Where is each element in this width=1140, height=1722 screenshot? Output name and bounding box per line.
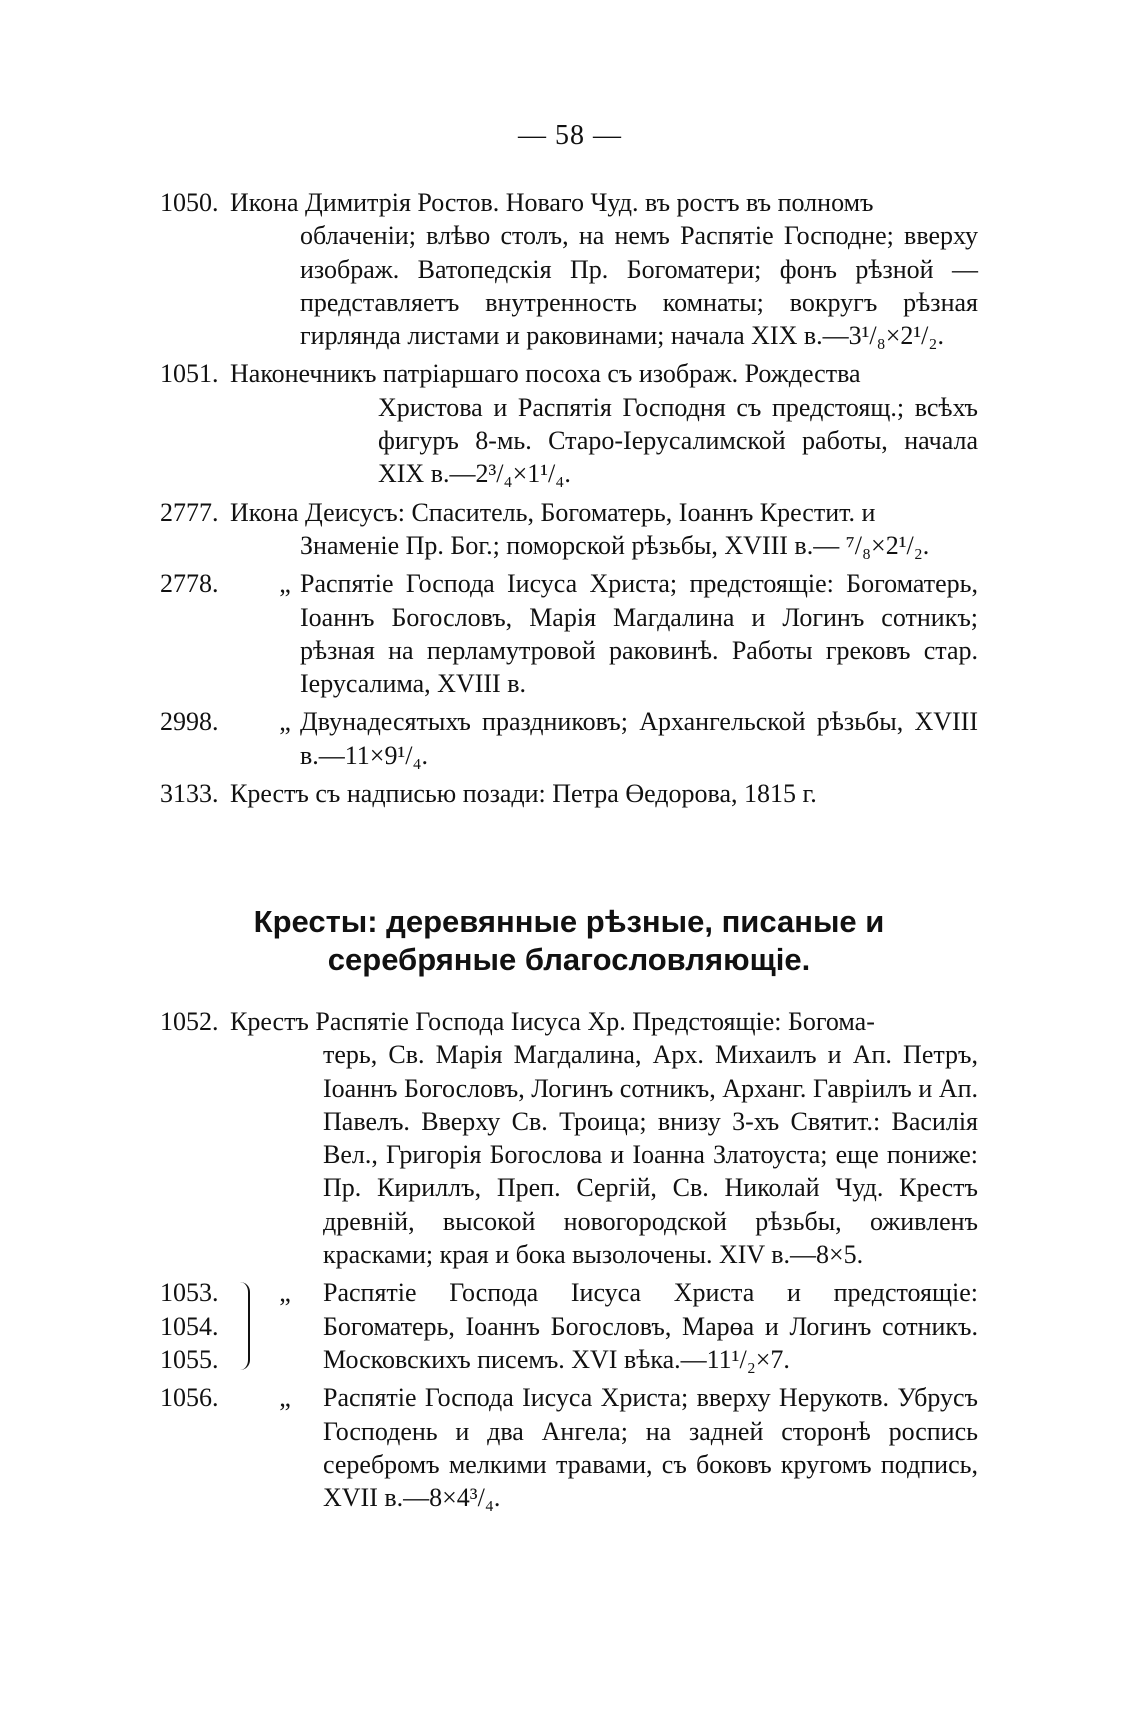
ditto-mark: „: [279, 707, 291, 737]
ditto-mark: „: [279, 569, 291, 599]
entry-text: Двунадесятыхъ праздниковъ; Архангельской рѣзьбы, XVIII в.—11×9¹/₄.: [300, 707, 978, 770]
catalog-section-icons: [160, 186, 978, 810]
ditto-mark: „: [279, 1383, 291, 1413]
catalog-entry: [160, 186, 978, 352]
entry-number: 2778.: [160, 569, 219, 599]
entry-number: 2998.: [160, 707, 219, 737]
entry-number: 1050.: [160, 188, 219, 217]
entry-first-line: Крестъ Распятіе Господа Іисуса Хр. Предстоящіе: Богома-: [230, 1007, 875, 1036]
entry-text: Христова и Распятія Господня съ предстоящ.; всѣхъ фигуръ 8-мь. Старо-Іерусалимской работы, начала XIX в.—2³/₄×1¹/₄.: [378, 392, 978, 489]
catalog-entry: [160, 705, 978, 772]
catalog-section-crosses: [160, 1005, 978, 1514]
entry-first-line: Икона Димитрія Ростов. Новаго Чуд. въ ростъ въ полномъ: [230, 188, 874, 217]
entry-first-line: Наконечникъ патріаршаго посоха съ изображ. Рождества: [230, 359, 861, 389]
catalog-entry: [160, 1005, 978, 1271]
entry-text: Распятіе Господа Іисуса Христа; вверху Нерукотв. Убрусъ Господень и два Ангела; на задней сторонѣ роспись серебромъ мелкими травами, съ боковъ кругомъ подпись, XVII в.—8×4³/₄.: [323, 1383, 978, 1513]
catalog-entry: [160, 357, 978, 490]
ditto-mark: „: [279, 1278, 291, 1308]
catalog-entry: [160, 777, 978, 810]
catalog-entry: [160, 567, 978, 700]
entry-first-line: Икона Деисусъ: Спаситель, Богоматерь, Іоаннъ Крестит. и: [230, 497, 876, 527]
entry-text: Распятіе Господа Іисуса Христа и предстоящіе: Богоматерь, Іоаннъ Богословъ, Марөа и Логинъ сотникъ. Московскихъ писемъ. XVI вѣка.—11¹/₂×7.: [323, 1278, 978, 1374]
catalog-entry: [160, 1381, 978, 1514]
grouping-brace: [234, 1282, 250, 1370]
entry-number: 2777.: [160, 497, 219, 527]
entry-text: облаченіи; влѣво столъ, на немъ Распятіе Господне; вверху изображ. Ватопедскія Пр. Богоматери; фонъ рѣзной — представляетъ внутренность комнаты; вокругъ рѣзная гирлянда листами и раковинами; начала XIX в.—3¹/₈×2¹/₂.: [300, 221, 978, 351]
entry-text: терь, Св. Марія Магдалина, Арх. Михаилъ и Ап. Петръ, Іоаннъ Богословъ, Логинъ сотникъ, Арханг. Гавріилъ и Ап. Павелъ. Вверху Св. Троица; внизу 3-хъ Святит.: Василія Вел., Григорія Богослова и Іоанна Златоуста; еще пониже: Пр. Кириллъ, Преп. Сергій, Св. Николай Чуд. Крестъ древній, высокой новогородской рѣзьбы, оживленъ красками; края и бока вызолочены. XIV в.—8×5.: [323, 1040, 978, 1270]
entry-text: Знаменіе Пр. Бог.; поморской рѣзьбы, XVIII в.— ⁷/₈×2¹/₂.: [300, 530, 930, 560]
entry-number-group: 1053. 1054. 1055.: [160, 1278, 219, 1374]
entry-number: 3133.: [160, 779, 219, 809]
entry-number: 1056.: [160, 1383, 219, 1413]
entry-number: 1052.: [160, 1007, 219, 1036]
entry-text: Распятіе Господа Іисуса Христа; предстоящіе: Богоматерь, Іоаннъ Богословъ, Марія Магдалина и Логинъ сотникъ; рѣзная на перламутровой раковинѣ. Работы грековъ стар. Іерусалима, XVIII в.: [300, 569, 978, 699]
catalog-entry: [160, 1276, 978, 1376]
catalog-entry: [160, 496, 978, 563]
entry-first-line: Крестъ съ надписью позади: Петра Өедорова, 1815 г.: [230, 779, 817, 809]
section-heading: Кресты: деревянные рѣзные, писаные и серебряные благословляющіе.: [253, 904, 885, 977]
page-number: — 58 —: [518, 120, 622, 151]
entry-number: 1051.: [160, 359, 219, 389]
